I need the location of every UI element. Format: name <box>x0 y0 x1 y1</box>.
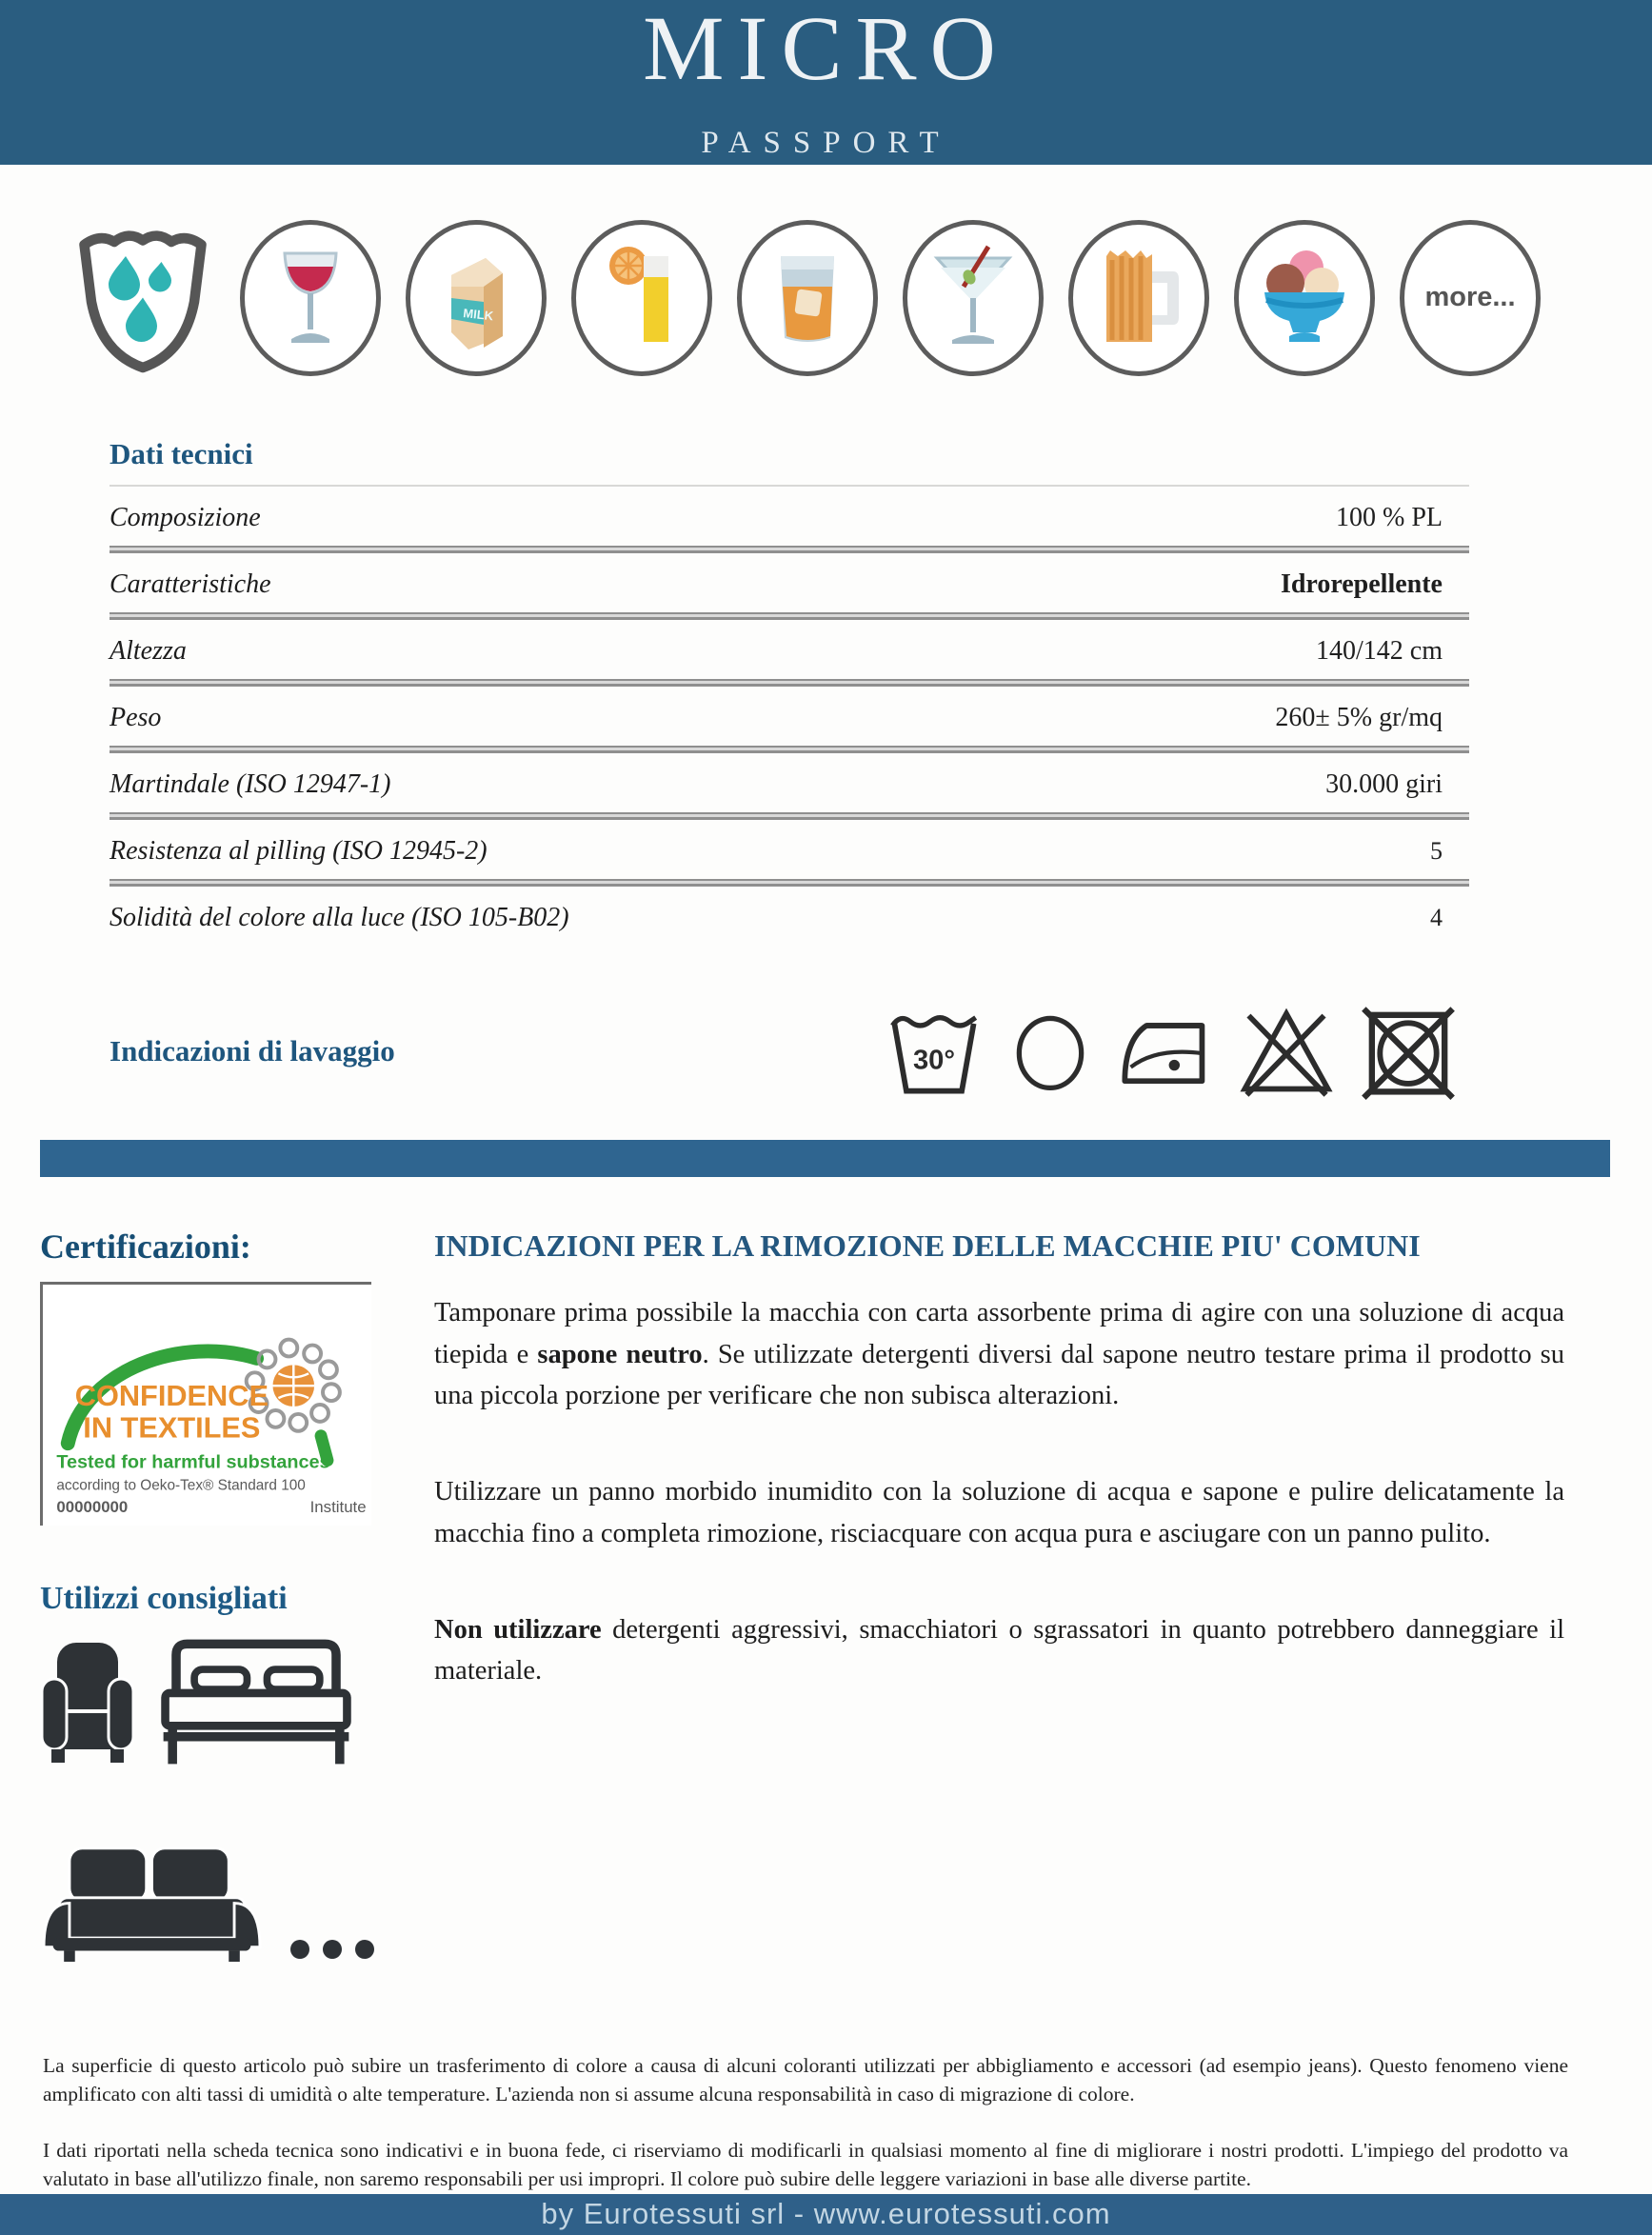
p1-bold-text: sapone neutro <box>537 1339 703 1369</box>
row-value: 140/142 cm <box>1316 635 1443 666</box>
row-label: Composizione <box>109 502 261 532</box>
armchair-icon <box>40 1637 135 1770</box>
washing-instructions-section <box>109 1001 1469 1102</box>
whiskey-glass-icon <box>737 220 878 376</box>
wash-30-icon <box>885 1001 984 1102</box>
oeko-line1: CONFIDENCE <box>74 1378 269 1412</box>
recommended-uses-title: Utilizzi consigliati <box>40 1580 288 1616</box>
stain-removal-paragraph-1 <box>434 1292 1564 1416</box>
row-label: Caratteristiche <box>109 569 271 599</box>
table-row <box>109 820 1469 879</box>
care-symbols-row <box>885 1001 1469 1102</box>
row-separator <box>109 612 1469 620</box>
product-subtitle: PASSPORT <box>701 126 951 161</box>
dry-clean-circle-icon <box>1005 1001 1096 1102</box>
row-separator <box>109 879 1469 887</box>
stain-removal-title: INDICAZIONI PER LA RIMOZIONE DELLE MACCHIE PIU' COMUNI <box>434 1227 1421 1263</box>
stain-removal-paragraph-3 <box>434 1609 1564 1692</box>
table-row <box>109 887 1469 946</box>
iron-one-dot-icon <box>1117 1001 1216 1102</box>
product-title: MICRO <box>643 0 1009 100</box>
header-band <box>0 0 1652 165</box>
row-value: 260± 5% gr/mq <box>1275 702 1443 732</box>
stain-resistance-icons-row <box>0 165 1652 378</box>
disclaimer-section <box>43 2051 1568 2194</box>
row-label: Solidità del colore alla luce (ISO 105-B02) <box>109 902 569 932</box>
row-value: 4 <box>1430 903 1443 931</box>
p3-text-after: detergenti aggressivi, smacchiatori o sgrassatori in quanto potrebbero danneggiare il materiale. <box>434 1614 1564 1686</box>
table-row <box>109 487 1469 546</box>
p1-text-after: . Se utilizzate detergenti diversi dal sapone neutro testare prima il prodotto su una piccola porzione per verificare che non subisca alterazioni. <box>434 1339 1564 1410</box>
row-separator <box>109 746 1469 753</box>
furniture-icons-row <box>40 1632 400 1770</box>
ice-cream-sundae-icon <box>1234 220 1375 376</box>
row-value: 100 % PL <box>1336 502 1443 532</box>
row-separator <box>109 679 1469 687</box>
certifications-title: Certificazioni: <box>40 1227 251 1266</box>
juice-glass-icon <box>571 220 712 376</box>
oeko-tex-logo <box>40 1282 371 1526</box>
disclaimer-paragraph-2: I dati riportati nella scheda tecnica sono indicativi e in buona fede, ci riserviamo di modificarli in qualsiasi momento al fine di migliorare i nostri prodotti. L'impiego del prodotto va valutato in base all'utilizzo finale, non saremo responsabili per usi impropri. Il colore può subire delle leggere variazioni in base alle diverse partite. <box>43 2138 1568 2191</box>
row-separator <box>109 546 1469 553</box>
beer-mug-icon <box>1068 220 1209 376</box>
more-label: more... <box>1424 282 1516 313</box>
right-column <box>434 1227 1564 1964</box>
milk-carton-icon <box>406 220 547 376</box>
sofa-icon <box>40 1845 264 1964</box>
p1-text-before: Tamponare prima possibile la macchia con carta assorbente prima di agire con una soluzione di acqua tiepida e <box>434 1298 1564 1369</box>
sofa-icons-row <box>40 1845 400 1964</box>
oeko-line2: IN TEXTILES <box>83 1410 261 1445</box>
disclaimer-paragraph-1: La superficie di questo articolo può subire un trasferimento di colore a causa di alcuni coloranti utilizzati per abbigliamento e accessori (ad esempio jeans). Questo fenomeno viene amplificato con alti tassi di umidità o alte temperature. L'azienda non si assume alcuna responsabilità in caso di migrazione di colore. <box>43 2053 1568 2106</box>
footer-band <box>0 2194 1652 2235</box>
milk-label: MILK <box>462 306 494 324</box>
dati-tecnici-section <box>109 437 1469 946</box>
table-row <box>109 687 1469 746</box>
oeko-according: according to Oeko-Tex® Standard 100 <box>56 1476 306 1493</box>
row-label: Resistenza al pilling (ISO 12945-2) <box>109 835 488 866</box>
more-icon <box>1400 220 1541 376</box>
p3-bold-text: Non utilizzare <box>434 1614 602 1645</box>
cocktail-glass-icon <box>903 220 1044 376</box>
row-label: Peso <box>109 702 162 732</box>
table-row <box>109 620 1469 679</box>
row-value: 5 <box>1430 836 1443 865</box>
dati-tecnici-title: Dati tecnici <box>109 436 253 470</box>
ellipsis-icon <box>289 1935 376 1964</box>
left-column <box>40 1227 400 1964</box>
washing-instructions-title: Indicazioni di lavaggio <box>109 1033 395 1068</box>
divider-band <box>40 1140 1610 1177</box>
wash-temp-label: 30° <box>912 1045 956 1076</box>
row-separator <box>109 812 1469 820</box>
row-label: Martindale (ISO 12947-1) <box>109 768 391 799</box>
oeko-institute: Institute <box>309 1497 367 1516</box>
double-bed-icon <box>156 1632 356 1770</box>
oeko-number: 00000000 <box>56 1497 129 1516</box>
lower-content <box>40 1227 1564 1964</box>
oeko-tested: Tested for harmful substances <box>56 1451 330 1473</box>
do-not-tumble-dry-icon <box>1357 1001 1460 1102</box>
wine-glass-icon <box>240 220 381 376</box>
table-row <box>109 553 1469 612</box>
row-value: 30.000 giri <box>1325 768 1443 799</box>
table-row <box>109 753 1469 812</box>
row-value: Idrorepellente <box>1280 569 1443 599</box>
do-not-bleach-icon <box>1237 1001 1336 1102</box>
footer-text: by Eurotessuti srl - www.eurotessuti.com <box>541 2197 1111 2231</box>
water-repellent-shield-icon <box>70 218 215 378</box>
stain-removal-paragraph-2: Utilizzare un panno morbido inumidito con la soluzione di acqua e sapone e pulire delicatamente la macchia fino a completa rimozione, risciacquare con acqua pura e asciugare con un panno pulito. <box>434 1477 1564 1548</box>
row-label: Altezza <box>109 635 187 666</box>
